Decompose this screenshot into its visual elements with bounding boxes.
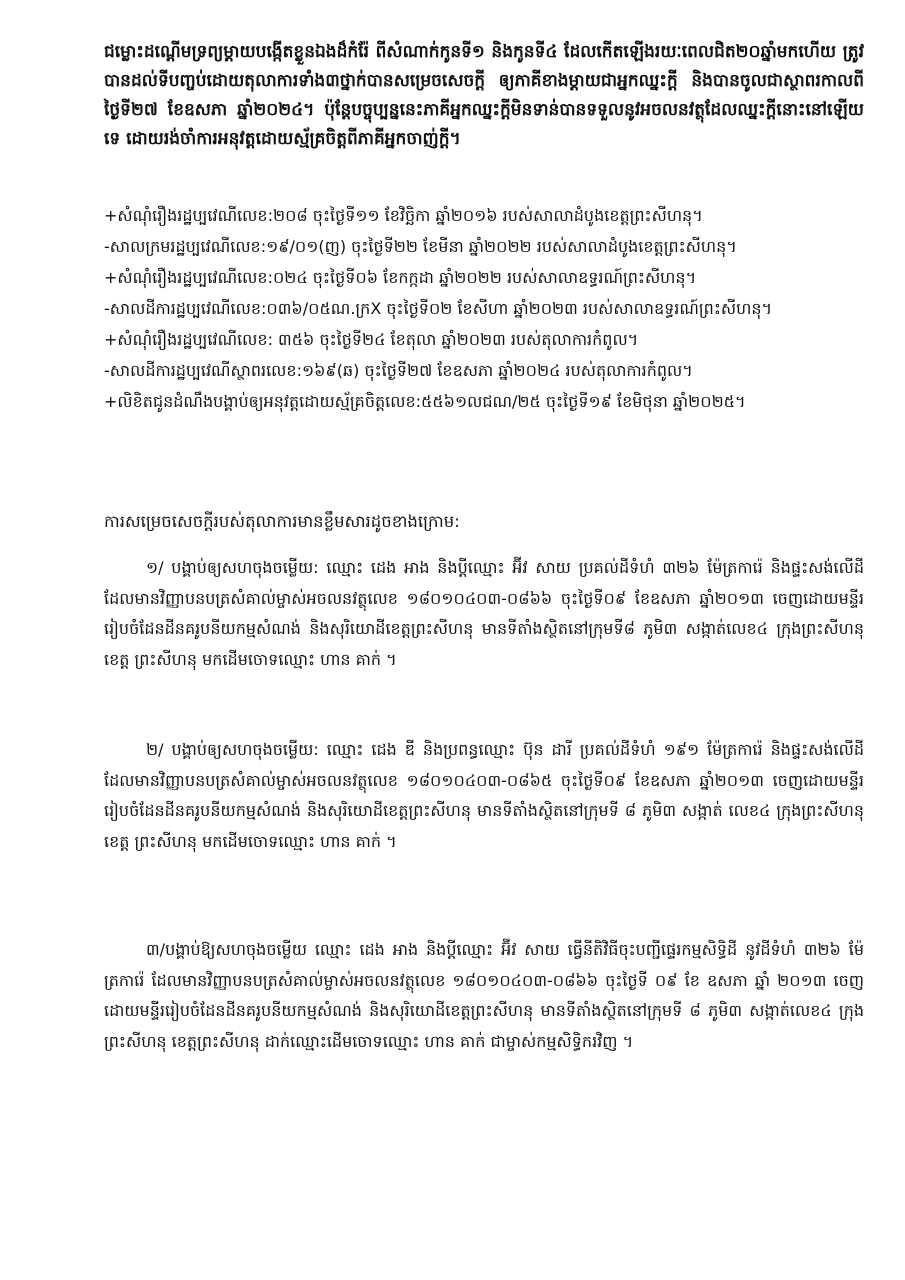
decision-item-2: ២/ បង្គាប់ឲ្យសហចុងចម្លើយ: ឈ្មោះ ដេង ឌី និងប្រពន្ធឈ្មោះ ប៊ុន ដារី ប្រគល់ដីទំហំ ១៩១ ម៉ែត្រការ៉េ និងផ្ទះសង់លើដី ដែលមានវិញ្ញាបនបត្រសំគាល់ម្ចាស់អចលនវត្ថុលេខ ១៨០១០៤០៣-០៨៦៥ ចុះថ្ងៃទី០៩ ខែឧសភា ឆ្នាំ២០១៣ ចេញដោយមន្ទីររៀបចំដែនដីនគរូបនីយកម្មសំណង់ និងសុរិយោដីខេត្តព្រះសីហនុ មានទីតាំងស្ថិតនៅក្រុមទី ៨ ភូមិ៣ សង្កាត់ លេខ៤ ក្រុងព្រះសីហនុ ខេត្ត ព្រះសីហនុ មកដើមចោទឈ្មោះ ហាន គាក់ ។: [104, 740, 864, 851]
intro-paragraph: ជម្លោះដណ្ដើមទ្រព្យម្ដាយបង្កើតខ្លួនឯងដ៏កំរ៉ែ ពីសំណាក់កូនទី១ និងកូនទី៤ ដែលកើតឡើងរយៈពេលជិត២០ឆ្នាំមកហើយ ត្រូវបានដល់ទីបញ្ចប់ដោយតុលាការទាំង៣ថ្នាក់បានសម្រេចសេចក្ដី ឲ្យភាគីខាងម្ដាយជាអ្នកឈ្នះក្ដី និងបានចូលជាស្ថាពរកាលពីថ្ងៃទី២៧ ខែឧសភា ឆ្នាំ២០២៤។ ប៉ុន្តែបច្ចុប្បន្ននេះភាគីអ្នកឈ្នះក្ដីមិនទាន់បានទទួលនូវអចលនវត្ថុដែលឈ្នះក្ដីនោះនៅឡើយទេ ដោយរង់ចាំការអនុវត្តដោយស្ម័គ្រចិត្តពីភាគីអ្នកចាញ់ក្ដី។: [104, 42, 864, 149]
case-references-list: [104, 200, 874, 417]
reference-item: +លិខិតជូនដំណឹងបង្គាប់ឲ្យអនុវត្តដោយស្ម័គ្រចិត្តលេខ:៥៥៦១លជណ/២៥ ចុះថ្ងៃទី១៩ ខែមិថុនា ឆ្នាំ២០២៥។: [104, 392, 746, 411]
reference-item: -សាលដីការដ្ឋប្បវេណីស្ថាពរលេខ:១៦៩(ឆ) ចុះថ្ងៃទី២៧ ខែឧសភា ឆ្នាំ២០២៤ របស់តុលាការកំពូល។: [104, 361, 693, 380]
decision-item-1: ១/ បង្គាប់ឲ្យសហចុងចម្លើយ: ឈ្មោះ ដេង អាង និងប្ដីឈ្មោះ អ៊ីវ សាយ ប្រគល់ដីទំហំ ៣២៦ ម៉ែត្រការ៉េ និងផ្ទះសង់លើដី ដែលមានវិញ្ញាបនបត្រសំគាល់ម្ចាស់អចលនវត្ថុលេខ ១៨០១០៤០៣-០៨៦៦ ចុះថ្ងៃទី០៩ ខែឧសភា ឆ្នាំ២០១៣ ចេញដោយមន្ទីររៀបចំដែនដីនគរូបនីយកម្មសំណង់ និងសុរិយោដីខេត្តព្រះសីហនុ មានទីតាំងស្ថិតនៅក្រុមទី៨ ភូមិ៣ សង្កាត់លេខ៤ ក្រុងព្រះសីហនុ ខេត្ត ព្រះសីហនុ មកដើមចោទឈ្មោះ ហាន គាក់ ។: [104, 558, 864, 669]
decision-heading: ការសម្រេចសេចក្ដីរបស់តុលាការមានខ្លឹមសារដូចខាងក្រោម:: [104, 512, 460, 531]
reference-item: +សំណុំរឿងរដ្ឋប្បវេណីលេខ:០២៤ ចុះថ្ងៃទី០៦ ខែកក្កដា ឆ្នាំ២០២២ របស់សាលាឧទ្ធរណ៍ព្រះសីហនុ។: [104, 268, 697, 287]
reference-item: -សាលដីការដ្ឋប្បវេណីលេខ:០៣៦/០៥ណ.ក្រX ចុះថ្ងៃទី០២ ខែសីហា ឆ្នាំ២០២៣ របស់សាលាឧទ្ធរណ៍ព្រះសីហនុ។: [104, 299, 773, 318]
reference-item: +សំណុំរឿងរដ្ឋប្បវេណីលេខ: ៣៥៦ ចុះថ្ងៃទី២៤ ខែតុលា ឆ្នាំ២០២៣ របស់តុលាការកំពូល។: [104, 330, 639, 349]
reference-item: -សាលក្រមរដ្ឋប្បវេណីលេខ:១៩/០១(ញ) ចុះថ្ងៃទី២២ ខែមីនា ឆ្នាំ២០២២ របស់សាលាដំបូងខេត្តព្រះសីហនុ។: [104, 237, 737, 256]
decision-item-3: ៣/បង្គាប់ឱ្យសហចុងចម្លើយ ឈ្មោះ ដេង អាង និងប្ដីឈ្មោះ អ៊ីវ សាយ ធ្វើនីតិវិធីចុះបញ្ជីផ្ទេរកម្មសិទ្ធិដី នូវដីទំហំ ៣២៦ ម៉ែត្រការ៉េ ដែលមានវិញ្ញាបនបត្រសំគាល់ម្ចាស់អចលនវត្ថុលេខ ១៨០១០៤០៣-០៨៦៦ ចុះថ្ងៃទី ០៩ ខែ ឧសភា ឆ្នាំ ២០១៣ ចេញដោយមន្ទីររៀបចំដែនដីនគរូបនីយកម្មសំណង់ និងសុរិយោដីខេត្តព្រះសីហនុ មានទីតាំងស្ថិតនៅក្រុមទី ៨ ភូមិ៣ សង្កាត់លេខ៤ ក្រុងព្រះសីហនុ ខេត្តព្រះសីហនុ ដាក់ឈ្មោះដើមចោទឈ្មោះ ហាន គាក់ ជាម្ចាស់កម្មសិទ្ធិករវិញ ។: [104, 940, 864, 1051]
reference-item: +សំណុំរឿងរដ្ឋប្បវេណីលេខ:២០៨ ចុះថ្ងៃទី១១ ខែវិច្ឆិកា ឆ្នាំ២០១៦ របស់សាលាដំបូងខេត្តព្រះសីហនុ។: [104, 206, 703, 225]
